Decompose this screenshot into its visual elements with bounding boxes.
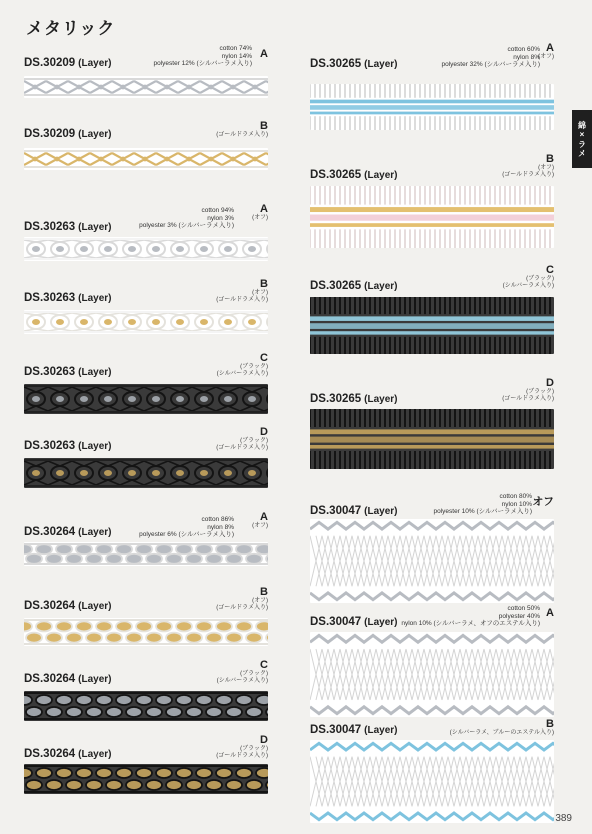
trim-item <box>310 491 554 603</box>
ribbon-swatch <box>310 186 554 248</box>
product-code: DS.30263 (Layer) <box>24 292 112 304</box>
composition <box>401 605 540 628</box>
ribbon-swatch-image <box>24 542 268 566</box>
trim-item <box>310 718 554 823</box>
variant-note: (ゴールドラメ入り) <box>216 132 268 138</box>
product-code: DS.30264 (Layer) <box>24 673 112 685</box>
composition-line: nylon 3% <box>207 214 234 222</box>
ribbon-swatch <box>310 519 554 603</box>
variant-letter: D <box>260 426 268 438</box>
ribbon-swatch <box>24 237 268 261</box>
trim-item <box>24 586 268 646</box>
ribbon-swatch-image <box>24 764 268 794</box>
trim-item <box>24 120 268 170</box>
product-code: DS.30263 (Layer) <box>24 221 112 233</box>
composition-line: cotton 74% <box>219 45 252 52</box>
ribbon-swatch-image <box>24 458 268 488</box>
page-number: 389 <box>555 813 572 824</box>
variant-note: (オフ) (ゴールドラメ入り) <box>216 290 268 303</box>
product-code: DS.30265 (Layer) <box>310 393 398 405</box>
ribbon-swatch <box>310 84 554 130</box>
ribbon-swatch <box>24 618 268 646</box>
composition <box>433 493 532 516</box>
ribbon-swatch <box>24 148 268 170</box>
ribbon-swatch <box>310 409 554 469</box>
trim-item <box>24 426 268 488</box>
product-code: DS.30265 (Layer) <box>310 58 398 70</box>
composition-line: polyester 3% (シルバーラメ入り) <box>139 222 234 229</box>
composition-line: nylon 10% <box>501 500 532 508</box>
ribbon-swatch-image <box>310 632 554 717</box>
trim-item <box>24 659 268 721</box>
ribbon-swatch-image <box>24 384 268 414</box>
composition-line: nylon 8% <box>207 523 234 531</box>
ribbon-swatch-image <box>310 519 554 603</box>
product-code: DS.30265 (Layer) <box>310 169 398 181</box>
variant-note: (オフ) (ゴールドラメ入り) <box>216 598 268 611</box>
product-code: DS.30264 (Layer) <box>24 526 112 538</box>
ribbon-swatch <box>24 384 268 414</box>
variant-note: (ブラック) (ゴールドラメ入り) <box>216 438 268 451</box>
ribbon-swatch <box>310 740 554 823</box>
product-code: DS.30265 (Layer) <box>310 280 398 292</box>
ribbon-swatch <box>310 632 554 717</box>
product-code: DS.30263 (Layer) <box>24 366 112 378</box>
ribbon-swatch <box>310 297 554 354</box>
ribbon-swatch-image <box>24 76 268 98</box>
composition <box>153 45 252 68</box>
variant-letter: B <box>546 153 554 165</box>
composition <box>139 516 234 539</box>
product-code: DS.30047 (Layer) <box>310 724 398 736</box>
ribbon-swatch <box>24 310 268 334</box>
variant-letter: オフ <box>532 496 554 508</box>
composition-line: nylon 10% (シルバーラメ、オフのエステル入り) <box>401 620 540 627</box>
variant-letter: C <box>260 352 268 364</box>
variant-letter: B <box>260 278 268 290</box>
variant-letter: D <box>260 734 268 746</box>
trim-item <box>24 734 268 794</box>
composition-line: nylon 14% <box>221 52 252 60</box>
ribbon-swatch-image <box>24 237 268 261</box>
variant-letter: C <box>260 659 268 671</box>
variant-letter: B <box>546 718 554 730</box>
composition <box>441 46 540 69</box>
ribbon-swatch-image <box>24 310 268 334</box>
variant-note: (ブラック) (シルバーラメ入り) <box>216 364 268 377</box>
ribbon-swatch-image <box>24 618 268 646</box>
trim-item <box>24 511 268 566</box>
variant-letter: B <box>260 586 268 598</box>
variant-letter: A <box>546 42 554 54</box>
variant-note: (シルバーラメ、ブルーのエステル入り) <box>449 730 554 736</box>
product-code: DS.30209 (Layer) <box>24 57 112 69</box>
ribbon-swatch <box>24 542 268 566</box>
composition-line: cotton 94% <box>201 207 234 214</box>
variant-letter: A <box>260 511 268 523</box>
ribbon-swatch-image <box>310 186 554 248</box>
composition-line: polyester 12% (シルバーラメ入り) <box>153 60 252 67</box>
ribbon-swatch <box>24 76 268 98</box>
composition-line: polyester 40% <box>498 612 540 620</box>
product-code: DS.30263 (Layer) <box>24 440 112 452</box>
product-code: DS.30209 (Layer) <box>24 128 112 140</box>
variant-note: (ブラック) (ゴールドラメ入り) <box>216 746 268 759</box>
trim-item <box>310 42 554 130</box>
product-code: DS.30264 (Layer) <box>24 600 112 612</box>
variant-letter: B <box>260 120 268 132</box>
composition <box>139 207 234 230</box>
variant-note: (オフ) <box>252 215 268 221</box>
trim-item <box>310 605 554 717</box>
composition-line: polyester 10% (シルバーラメ入り) <box>433 508 532 515</box>
ribbon-swatch <box>24 458 268 488</box>
trim-item <box>310 377 554 469</box>
composition-line: nylon 8% <box>513 53 540 61</box>
page-title: メタリック <box>26 19 116 38</box>
ribbon-swatch-image <box>310 84 554 130</box>
product-code: DS.30047 (Layer) <box>310 616 398 628</box>
variant-note: (オフ) <box>538 54 554 60</box>
ribbon-swatch <box>24 764 268 794</box>
composition-line: cotton 50% <box>507 605 540 612</box>
variant-note: (ブラック) (ゴールドラメ入り) <box>502 389 554 402</box>
trim-item <box>24 278 268 334</box>
section-tab[interactable]: 綿×ラメ <box>572 110 592 168</box>
composition-line: cotton 60% <box>507 46 540 53</box>
variant-letter: A <box>260 48 268 60</box>
variant-note: (ブラック) (シルバーラメ入り) <box>502 276 554 289</box>
product-code: DS.30047 (Layer) <box>310 505 398 517</box>
trim-item <box>24 45 268 98</box>
ribbon-swatch <box>24 691 268 721</box>
variant-note: (オフ) <box>252 523 268 529</box>
variant-note: (オフ) (ゴールドラメ入り) <box>502 165 554 178</box>
ribbon-swatch-image <box>310 740 554 823</box>
variant-note: (ブラック) (シルバーラメ入り) <box>216 671 268 684</box>
variant-letter: D <box>546 377 554 389</box>
trim-item <box>24 203 268 261</box>
composition-line: polyester 6% (シルバーラメ入り) <box>139 531 234 538</box>
composition-line: cotton 80% <box>499 493 532 500</box>
variant-letter: A <box>546 607 554 619</box>
variant-letter: C <box>546 264 554 276</box>
ribbon-swatch-image <box>310 297 554 354</box>
variant-letter: A <box>260 203 268 215</box>
composition-line: polyester 32% (シルバーラメ入り) <box>441 61 540 68</box>
ribbon-swatch-image <box>24 691 268 721</box>
trim-item <box>24 352 268 414</box>
composition-line: cotton 86% <box>201 516 234 523</box>
ribbon-swatch-image <box>310 409 554 469</box>
product-code: DS.30264 (Layer) <box>24 748 112 760</box>
ribbon-swatch-image <box>24 148 268 170</box>
trim-item <box>310 153 554 248</box>
trim-item <box>310 264 554 354</box>
